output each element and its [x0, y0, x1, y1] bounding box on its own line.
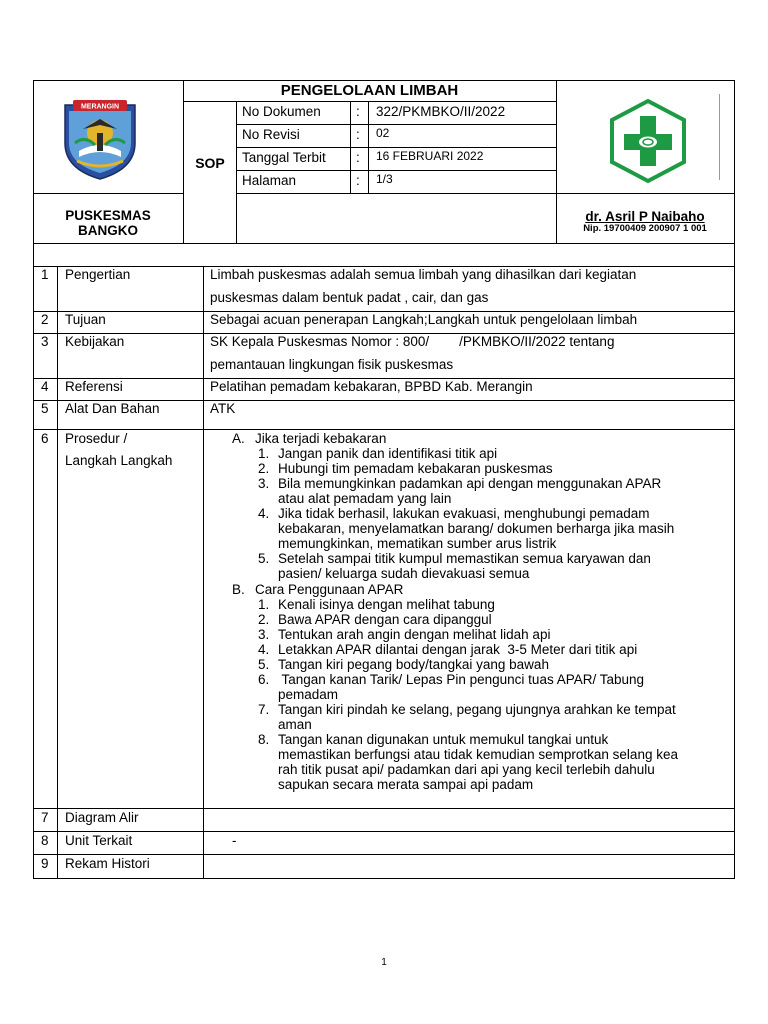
row-text-line: Limbah puskesmas adalah semua limbah yang dihasilkan dari kegiatan — [210, 267, 637, 282]
section-marker: A. — [232, 431, 245, 446]
list-item: Kenali isinya dengan melihat tabung — [278, 597, 495, 612]
row-number: 7 — [41, 810, 49, 825]
row-label: Tujuan — [65, 312, 106, 327]
doc-number-value: 322/PKMBKO/II/2022 — [376, 104, 506, 119]
list-item-number: 4. — [258, 642, 270, 657]
row-text-line: pemantauan lingkungan fisik puskesmas — [210, 357, 454, 372]
row-label: Referensi — [65, 379, 123, 394]
row-label: Pengertian — [65, 267, 131, 282]
doc-field-label: Halaman — [242, 173, 297, 188]
list-item: Letakkan APAR dilantai dengan jarak 3-5 Meter dari titik api — [278, 642, 638, 657]
list-item-continued: pemadam — [278, 687, 339, 702]
row-number: 3 — [41, 334, 49, 349]
doc-field-sep: : — [356, 173, 360, 188]
section-title: Cara Penggunaan APAR — [255, 582, 404, 597]
list-item-number: 3. — [258, 627, 270, 642]
puskesmas-cross-logo — [608, 98, 688, 184]
row-label: Rekam Histori — [65, 856, 150, 871]
list-item: Tangan kanan digunakan untuk memukul tangkai untuk — [278, 732, 609, 747]
row-text-line: - — [232, 833, 237, 848]
list-item: Tangan kiri pindah ke selang, pegang ujungnya arahkan ke tempat — [278, 702, 676, 717]
list-item-continued: memungkinkan, mematikan sumber arus listrik — [278, 536, 557, 551]
sop-label: SOP — [195, 155, 225, 171]
org-name-line2: BANGKO — [78, 223, 138, 238]
list-item-number: 5. — [258, 551, 270, 566]
list-item: Tangan kanan Tarik/ Lepas Pin pengunci tuas APAR/ Tabung — [278, 672, 645, 687]
list-item-number: 1. — [258, 446, 270, 461]
list-item-number: 3. — [258, 476, 270, 491]
row-text-line: ATK — [210, 401, 236, 416]
list-item-number: 8. — [258, 732, 270, 747]
doc-field-label: No Revisi — [242, 127, 300, 142]
row-number: 1 — [41, 267, 49, 282]
row-label: Prosedur / — [65, 431, 128, 446]
list-item-number: 2. — [258, 461, 270, 476]
list-item-number: 4. — [258, 506, 270, 521]
signer-name: dr. Asril P Naibaho — [585, 209, 705, 224]
list-item-number: 1. — [258, 597, 270, 612]
row-text-line: SK Kepala Puskesmas Nomor : 800/ /PKMBKO/II/2022 tentang — [210, 334, 615, 349]
list-item: Setelah sampai titik kumpul memastikan semua karyawan dan — [278, 551, 651, 566]
list-item: Bila memungkinkan padamkan api dengan menggunakan APAR — [278, 476, 662, 491]
doc-field-sep: : — [356, 104, 360, 119]
row-number: 2 — [41, 312, 49, 327]
signer-nip: Nip. 19700409 200907 1 001 — [583, 223, 707, 234]
row-label-continued: Langkah Langkah — [65, 453, 173, 468]
list-item: Tentukan arah angin dengan melihat lidah api — [278, 627, 551, 642]
org-name-line1: PUSKESMAS — [65, 208, 151, 223]
doc-field-label: No Dokumen — [242, 104, 321, 119]
page-title: PENGELOLAAN LIMBAH — [280, 82, 459, 99]
row-number: 8 — [41, 833, 49, 848]
row-number: 6 — [41, 431, 49, 446]
list-item-number: 6. — [258, 672, 270, 687]
page-count-value: 1/3 — [376, 172, 393, 186]
list-item-continued: aman — [278, 717, 312, 732]
list-item-continued: rah titik pusat api/ padamkan dari api yang kecil terlebih dahulu — [278, 762, 655, 777]
list-item: Bawa APAR dengan cara dipanggul — [278, 612, 492, 627]
list-item: Jangan panik dan identifikasi titik api — [278, 446, 498, 461]
row-text-line: Sebagai acuan penerapan Langkah;Langkah untuk pengelolaan limbah — [210, 312, 638, 327]
list-item-number: 7. — [258, 702, 270, 717]
list-item-continued: pasien/ keluarga sudah dievakuasi semua — [278, 566, 530, 581]
list-item-number: 2. — [258, 612, 270, 627]
row-number: 9 — [41, 856, 49, 871]
doc-field-sep: : — [356, 150, 360, 165]
issue-date-value: 16 FEBRUARI 2022 — [376, 149, 484, 163]
row-number: 5 — [41, 401, 49, 416]
list-item: Hubungi tim pemadam kebakaran puskesmas — [278, 461, 553, 476]
row-label: Kebijakan — [65, 334, 125, 349]
row-label: Unit Terkait — [65, 833, 133, 848]
list-item-continued: memastikan berfungsi atau tidak kemudian semprotkan selang kea — [278, 747, 678, 762]
row-label: Diagram Alir — [65, 810, 139, 825]
doc-field-sep: : — [356, 127, 360, 142]
list-item-continued: sapukan secara merata sampai api padam — [278, 777, 534, 792]
revision-value: 02 — [376, 126, 390, 140]
list-item-number: 5. — [258, 657, 270, 672]
row-text-line: Pelatihan pemadam kebakaran, BPBD Kab. Merangin — [210, 379, 533, 394]
row-label: Alat Dan Bahan — [65, 401, 160, 416]
section-marker: B. — [232, 582, 245, 597]
merangin-emblem-logo — [59, 99, 141, 181]
list-item-continued: kebakaran, menyelamatkan barang/ dokumen berharga jika masih — [278, 521, 675, 536]
page-number: 1 — [381, 957, 387, 968]
list-item-continued: atau alat pemadam yang lain — [278, 491, 452, 506]
list-item: Tangan kiri pegang body/tangkai yang bawah — [278, 657, 549, 672]
list-item: Jika tidak berhasil, lakukan evakuasi, menghubungi pemadam — [278, 506, 650, 521]
section-title: Jika terjadi kebakaran — [255, 431, 387, 446]
row-text-line: puskesmas dalam bentuk padat , cair, dan gas — [210, 290, 489, 305]
row-number: 4 — [41, 379, 49, 394]
svg-text:MERANGIN: MERANGIN — [80, 103, 120, 111]
doc-field-label: Tanggal Terbit — [242, 150, 326, 165]
